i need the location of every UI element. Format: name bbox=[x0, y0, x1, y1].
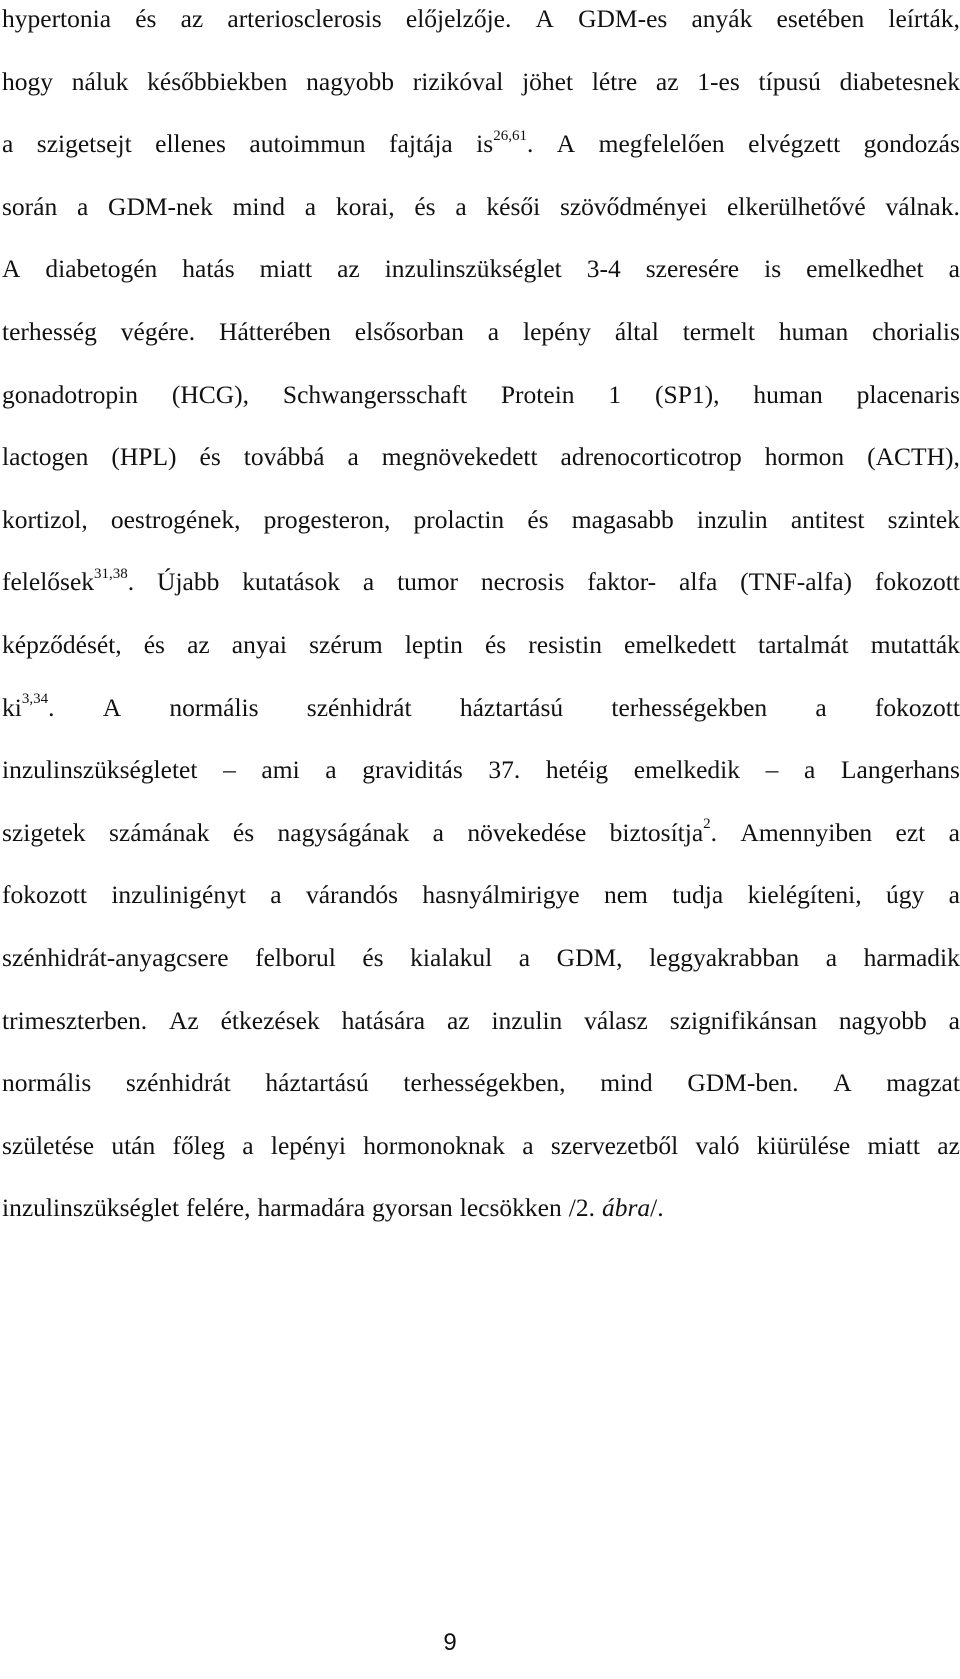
text-line bbox=[2, 317, 960, 347]
word: a bbox=[242, 1130, 254, 1160]
word: magasabb bbox=[571, 504, 674, 534]
word: fokozott bbox=[2, 880, 87, 910]
word: emelkedett bbox=[624, 630, 736, 659]
word: terhesség bbox=[2, 317, 97, 346]
word: necrosis bbox=[480, 567, 565, 597]
word: szérum bbox=[309, 630, 383, 659]
word: adrenocorticotrop bbox=[560, 442, 742, 472]
reference-superscript: 31,38 bbox=[94, 565, 128, 582]
word: – bbox=[765, 755, 779, 785]
word: és bbox=[527, 504, 549, 534]
word: lecsökken bbox=[459, 1193, 562, 1223]
word: GDM, bbox=[556, 943, 623, 972]
word: által bbox=[614, 317, 659, 346]
word: nagyságának bbox=[277, 817, 410, 847]
word: mind bbox=[232, 191, 286, 221]
word: inzulinszükséglet bbox=[384, 254, 562, 284]
word: és bbox=[414, 191, 436, 221]
word: a bbox=[815, 692, 827, 722]
word: szénhidrát bbox=[125, 1068, 231, 1098]
word: termelt bbox=[682, 317, 755, 346]
word: anyai bbox=[231, 630, 288, 659]
word: kialakul bbox=[410, 943, 493, 972]
word: háztartású bbox=[265, 1068, 369, 1098]
word: a bbox=[2, 129, 14, 159]
word: harmadik bbox=[863, 943, 960, 972]
word: létre bbox=[591, 66, 638, 96]
text-line bbox=[2, 755, 960, 785]
word: szigetek bbox=[2, 817, 86, 847]
word: normális bbox=[169, 692, 259, 722]
text-line bbox=[2, 943, 960, 973]
word: kutatások bbox=[242, 567, 340, 597]
word: során bbox=[2, 191, 58, 221]
word: /2. bbox=[568, 1193, 595, 1223]
word: Protein bbox=[500, 379, 575, 409]
word: fajtája bbox=[389, 129, 453, 159]
word: gondozás bbox=[863, 129, 960, 159]
word: rizikóval bbox=[412, 66, 504, 96]
word: leptin bbox=[404, 630, 463, 659]
word: 3-4 bbox=[586, 254, 621, 284]
word: a bbox=[948, 254, 960, 284]
word: szignifikánsan bbox=[669, 1005, 818, 1035]
word: a bbox=[522, 1130, 534, 1160]
text-line bbox=[2, 693, 960, 723]
word: a bbox=[487, 317, 500, 346]
word: inzulin bbox=[491, 1005, 563, 1035]
word: inzulinszükséglet bbox=[2, 1193, 180, 1223]
text-line bbox=[2, 4, 960, 34]
word: a bbox=[362, 567, 375, 597]
word: emelkedik bbox=[633, 755, 741, 785]
word: Újabb bbox=[157, 567, 220, 597]
word: és bbox=[135, 4, 157, 33]
word: fokozott bbox=[874, 692, 960, 722]
word: a bbox=[304, 191, 317, 221]
word: szigetsejt bbox=[36, 129, 132, 159]
word: trimeszterben. bbox=[2, 1005, 148, 1035]
word: diabetesnek bbox=[839, 66, 960, 96]
word: kielégíteni, bbox=[747, 880, 862, 910]
word: válasz bbox=[584, 1005, 648, 1035]
word: oestrogének, bbox=[110, 504, 241, 534]
word: autoimmun bbox=[249, 129, 366, 159]
page-number: 9 bbox=[443, 1629, 457, 1656]
word: hatás bbox=[182, 254, 235, 284]
word: születése bbox=[2, 1130, 95, 1160]
word: esetében bbox=[776, 4, 865, 33]
word: várandós bbox=[305, 880, 399, 910]
word: a bbox=[347, 442, 359, 472]
word: GDM-nek bbox=[108, 191, 213, 221]
word: ezt bbox=[895, 817, 926, 847]
word: gonadotropin bbox=[2, 379, 138, 409]
word: terhességekben, bbox=[403, 1068, 566, 1098]
word: miatt bbox=[259, 254, 313, 284]
word: terhességekben bbox=[611, 692, 768, 722]
word: hasnyálmirigye bbox=[422, 880, 580, 910]
word: tartalmát bbox=[758, 630, 849, 659]
word: inzulinszükségletet bbox=[2, 755, 198, 785]
word: típusú bbox=[758, 66, 821, 96]
word: szövődményei bbox=[559, 191, 708, 221]
word: diabetogén bbox=[45, 254, 158, 284]
word: (HCG), bbox=[171, 379, 250, 409]
word: (ACTH), bbox=[867, 442, 960, 472]
word: leggyakrabban bbox=[649, 943, 800, 972]
word: hatására bbox=[341, 1005, 426, 1035]
word: inzulinigényt bbox=[111, 880, 246, 910]
word: a bbox=[948, 817, 960, 847]
word: a bbox=[325, 755, 337, 785]
text-line bbox=[2, 67, 960, 97]
word: is bbox=[764, 254, 782, 284]
word: kortizol, bbox=[2, 504, 88, 534]
word: későbbiekben bbox=[147, 66, 288, 96]
word: szeresére bbox=[645, 254, 740, 284]
word: szintek bbox=[887, 504, 960, 534]
word: után bbox=[111, 1130, 156, 1160]
word: az bbox=[180, 4, 204, 33]
word: és bbox=[199, 442, 221, 472]
text-line bbox=[2, 380, 960, 410]
word: ábra/. bbox=[601, 1193, 664, 1223]
text-line bbox=[2, 630, 960, 660]
word: human bbox=[778, 317, 849, 346]
word: kiürülése bbox=[756, 1130, 851, 1160]
word: tumor bbox=[397, 567, 458, 597]
word: GDM-es bbox=[578, 4, 668, 33]
word: szénhidrát-anyagcsere bbox=[2, 943, 229, 972]
reference-superscript: 2 bbox=[703, 816, 711, 833]
reference-superscript: 3,34 bbox=[21, 691, 49, 708]
word: Amennyiben bbox=[740, 817, 873, 847]
word: A bbox=[102, 692, 122, 722]
word: leírták, bbox=[888, 4, 960, 33]
word: Schwangersschaft bbox=[282, 379, 468, 409]
word: inzulin bbox=[696, 504, 768, 534]
word: hypertonia bbox=[2, 4, 112, 33]
word: human bbox=[753, 379, 823, 409]
word: a bbox=[76, 191, 89, 221]
word: elvégzett bbox=[748, 129, 841, 159]
word: fokozott bbox=[874, 567, 960, 597]
text-line bbox=[2, 192, 960, 222]
word: faktor- bbox=[587, 567, 657, 597]
word: Hátterében bbox=[219, 317, 331, 346]
word: arteriosclerosis bbox=[227, 4, 382, 33]
word: lepény bbox=[523, 317, 591, 346]
word: A bbox=[2, 254, 21, 284]
word: felére, bbox=[186, 1193, 251, 1223]
word: A bbox=[556, 129, 576, 159]
word: biztosítja$^2$. bbox=[609, 816, 718, 847]
word: végére. bbox=[120, 317, 196, 346]
text-line bbox=[2, 129, 960, 159]
word: resistin bbox=[528, 630, 602, 659]
word: lepényi bbox=[270, 1130, 346, 1160]
word: hormonoknak bbox=[363, 1130, 505, 1160]
text-line bbox=[2, 818, 960, 848]
text-line bbox=[2, 505, 960, 535]
word: korai, bbox=[335, 191, 395, 221]
word: chorialis bbox=[872, 317, 960, 346]
word: alfa bbox=[679, 567, 718, 597]
word: és bbox=[232, 817, 255, 847]
word: étkezések bbox=[220, 1005, 320, 1035]
word: válnak. bbox=[885, 191, 960, 221]
word: A bbox=[535, 4, 554, 33]
word: hormon bbox=[764, 442, 845, 472]
word: való bbox=[695, 1130, 740, 1160]
word: hetéig bbox=[545, 755, 609, 785]
word: mutatták bbox=[870, 630, 960, 659]
text-line bbox=[2, 567, 960, 597]
word: a bbox=[455, 191, 467, 221]
word: gyorsan bbox=[372, 1193, 453, 1223]
word: graviditás bbox=[362, 755, 463, 785]
word: a bbox=[948, 880, 960, 910]
word: nagyobb bbox=[306, 66, 394, 96]
word: is$^{26,61}$. bbox=[476, 127, 534, 159]
word: az bbox=[937, 1130, 960, 1160]
word: elkerülhetővé bbox=[726, 191, 866, 221]
word: és bbox=[143, 630, 165, 659]
word: normális bbox=[2, 1068, 92, 1098]
word: ki$^{3,34}$. bbox=[2, 691, 55, 722]
text-line bbox=[2, 1006, 960, 1036]
word: úgy bbox=[885, 880, 925, 910]
word: 1-es bbox=[697, 66, 740, 96]
word: jöhet bbox=[522, 66, 574, 96]
word: felborul bbox=[255, 943, 336, 972]
word: mind bbox=[600, 1068, 653, 1098]
word: Az bbox=[169, 1005, 199, 1035]
word: antitest bbox=[790, 504, 865, 534]
word: és bbox=[484, 630, 507, 659]
word: nem bbox=[603, 880, 648, 910]
word: náluk bbox=[71, 66, 129, 96]
word: és bbox=[362, 943, 384, 972]
word: szénhidrát bbox=[306, 692, 412, 722]
word: nagyobb bbox=[838, 1005, 927, 1035]
text-line bbox=[2, 1131, 960, 1161]
reference-superscript: 26,61 bbox=[493, 127, 527, 144]
word: a bbox=[803, 755, 816, 785]
word: háztartású bbox=[459, 692, 564, 722]
word: felelősek$^{31,38}$. bbox=[2, 565, 135, 597]
text-line bbox=[2, 254, 960, 284]
word: a bbox=[270, 880, 282, 910]
word: ami bbox=[261, 755, 300, 785]
word: az bbox=[337, 254, 360, 284]
word: Langerhans bbox=[840, 755, 960, 785]
word: anyák bbox=[691, 4, 753, 33]
word: 37. bbox=[488, 755, 521, 785]
word: – bbox=[223, 755, 236, 785]
word: az bbox=[187, 630, 210, 659]
word: magzat bbox=[886, 1068, 960, 1098]
word: GDM-ben. bbox=[687, 1068, 799, 1098]
text-line bbox=[2, 442, 960, 472]
word: (SP1), bbox=[655, 379, 720, 409]
word: a bbox=[518, 943, 531, 972]
word: lactogen bbox=[2, 442, 89, 472]
word: (HPL) bbox=[111, 442, 177, 472]
word: az bbox=[655, 66, 679, 96]
word: a bbox=[825, 943, 838, 972]
word: számának bbox=[108, 817, 210, 847]
text-line bbox=[2, 1193, 960, 1223]
word: megnövekedett bbox=[381, 442, 538, 472]
word: hogy bbox=[2, 66, 53, 96]
word: képződését, bbox=[2, 630, 122, 659]
word: a bbox=[948, 1005, 960, 1035]
word: az bbox=[446, 1005, 470, 1035]
word: elsősorban bbox=[354, 317, 464, 346]
word: emelkedhet bbox=[806, 254, 924, 284]
word: progesteron, bbox=[263, 504, 391, 534]
word: A bbox=[833, 1068, 852, 1098]
word: szervezetből bbox=[550, 1130, 679, 1160]
word: a bbox=[432, 817, 444, 847]
word: tudja bbox=[672, 880, 724, 910]
word: növekedése bbox=[467, 817, 587, 847]
word: továbbá bbox=[243, 442, 325, 472]
word: megfelelően bbox=[598, 129, 725, 159]
word: prolactin bbox=[413, 504, 505, 534]
word: késői bbox=[486, 191, 541, 221]
text-line bbox=[2, 880, 960, 910]
text-line bbox=[2, 1068, 960, 1098]
word: főleg bbox=[172, 1130, 225, 1160]
word: ellenes bbox=[155, 129, 226, 159]
word: placenaris bbox=[856, 379, 960, 409]
word: miatt bbox=[867, 1130, 920, 1160]
word: 1 bbox=[608, 379, 622, 409]
word: harmadára bbox=[257, 1193, 366, 1223]
word: előjelzője. bbox=[405, 4, 512, 33]
word: (TNF-alfa) bbox=[740, 567, 853, 597]
